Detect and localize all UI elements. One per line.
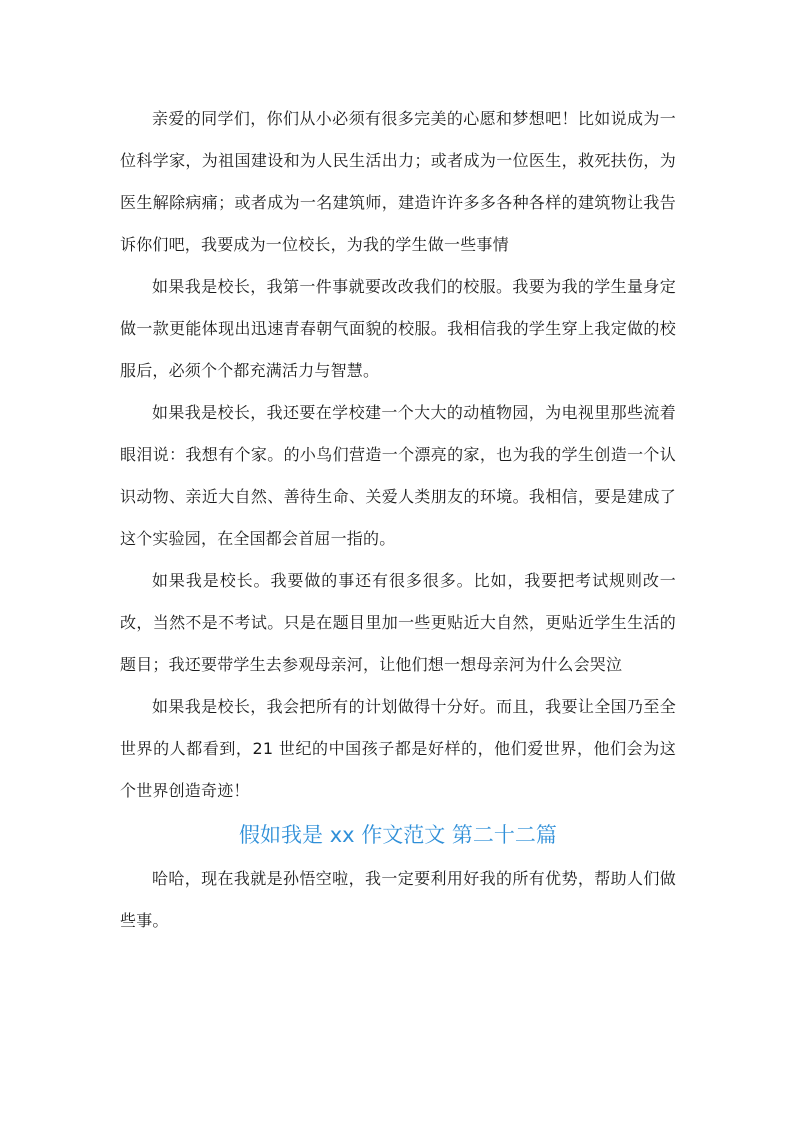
paragraph-zoo: 如果我是校长，我还要在学校建一个大大的动植物园，为电视里那些流着眼泪说：我想有个家。的小鸟们营造一个漂亮的家，也为我的学生创造一个认识动物、亲近大自然、善待生命、关爱人类朋友的环境。我相信，要是建成了这个实验园，在全国都会首屈一指的。	[120, 403, 676, 548]
section-heading: 假如我是 xx 作文范文 第二十二篇	[239, 823, 557, 847]
document-body	[120, 98, 676, 942]
paragraph-school-uniform: 如果我是校长，我第一件事就要改改我们的校服。我要为我的学生量身定做一款更能体现出迅速青春朝气面貌的校服。我相信我的学生穿上我定做的校服后，必须个个都充满活力与智慧。	[120, 277, 676, 380]
paragraph-exam-rules: 如果我是校长。我要做的事还有很多很多。比如，我要把考试规则改一改，当然不是不考试。只是在题目里加一些更贴近大自然，更贴近学生生活的题目；我还要带学生去参观母亲河，让他们想一想母亲河为什么会哭泣	[120, 571, 676, 674]
paragraph-plans: 如果我是校长，我会把所有的计划做得十分好。而且，我要让全国乃至全世界的人都看到，21 世纪的中国孩子都是好样的，他们爱世界，他们会为这个世界创造奇迹！	[120, 697, 676, 800]
paragraph-sun-wukong: 哈哈，现在我就是孙悟空啦，我一定要利用好我的所有优势，帮助人们做些事。	[120, 869, 676, 930]
paragraph-principal-dream: 亲爱的同学们，你们从小必须有很多完美的心愿和梦想吧！比如说成为一位科学家，为祖国建设和为人民生活出力；或者成为一位医生，救死扶伤，为医生解除病痛；或者成为一名建筑师，建造许许多多各种各样的建筑物让我告诉你们吧，我要成为一位校长，为我的学生做一些事情	[120, 109, 676, 254]
